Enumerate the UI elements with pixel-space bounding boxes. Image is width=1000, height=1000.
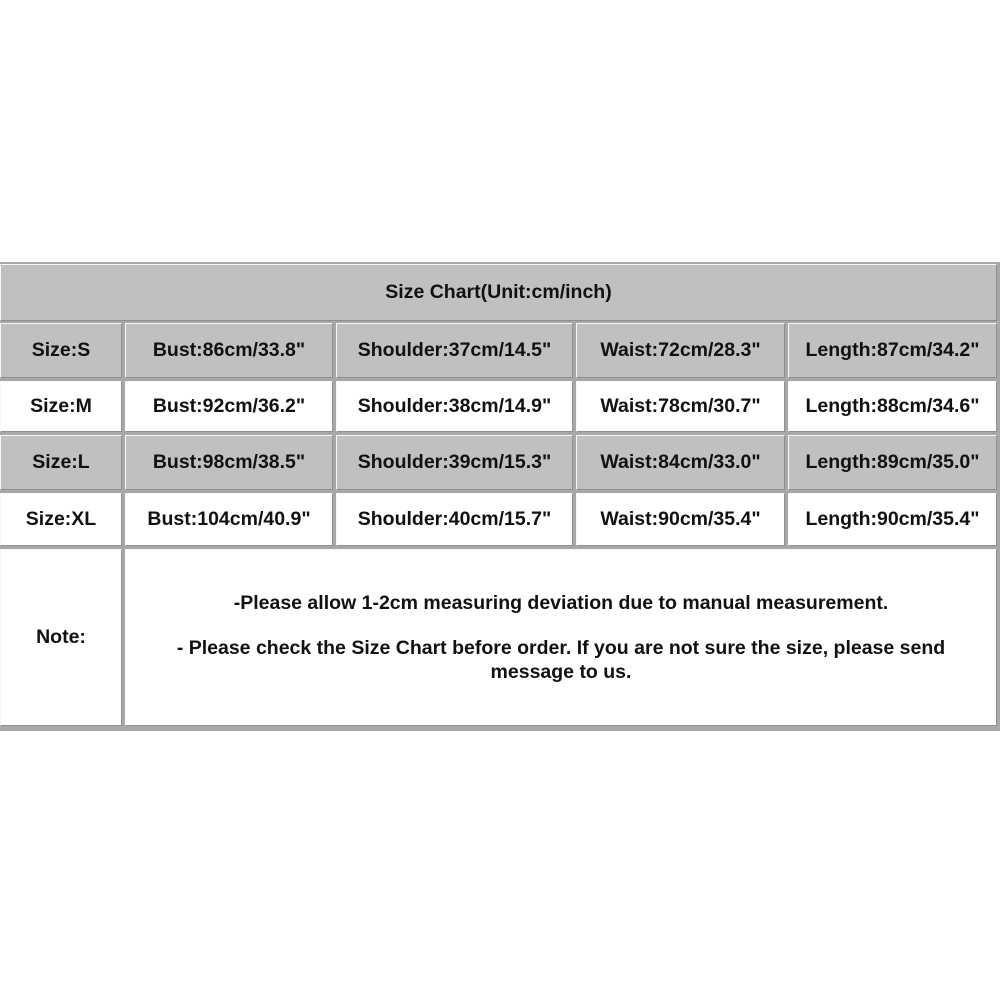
waist-cell: Waist:72cm/28.3" [576,323,785,378]
note-label: Note: [0,549,122,726]
shoulder-cell: Shoulder:38cm/14.9" [336,381,573,432]
bust-cell: Bust:86cm/33.8" [125,323,333,378]
bust-cell: Bust:104cm/40.9" [125,493,333,546]
length-cell: Length:87cm/34.2" [788,323,997,378]
bust-cell: Bust:98cm/38.5" [125,435,333,490]
size-cell: Size:XL [0,493,122,546]
length-cell: Length:90cm/35.4" [788,493,997,546]
waist-cell: Waist:84cm/33.0" [576,435,785,490]
note-line-deviation: -Please allow 1-2cm measuring deviation due to manual measurement. [233,592,889,614]
length-cell: Length:89cm/35.0" [788,435,997,490]
waist-cell: Waist:78cm/30.7" [576,381,785,432]
note-line-check-chart: - Please check the Size Chart before order. If you are not sure the size, please send message to us. [176,637,946,683]
size-cell: Size:L [0,435,122,490]
size-chart-title: Size Chart(Unit:cm/inch) [0,264,997,321]
shoulder-cell: Shoulder:39cm/15.3" [336,435,573,490]
length-cell: Length:88cm/34.6" [788,381,997,432]
size-cell: Size:M [0,381,122,432]
shoulder-cell: Shoulder:37cm/14.5" [336,323,573,378]
bust-cell: Bust:92cm/36.2" [125,381,333,432]
size-cell: Size:S [0,323,122,378]
note-body [125,549,997,726]
shoulder-cell: Shoulder:40cm/15.7" [336,493,573,546]
size-chart-table [0,262,1000,731]
waist-cell: Waist:90cm/35.4" [576,493,785,546]
